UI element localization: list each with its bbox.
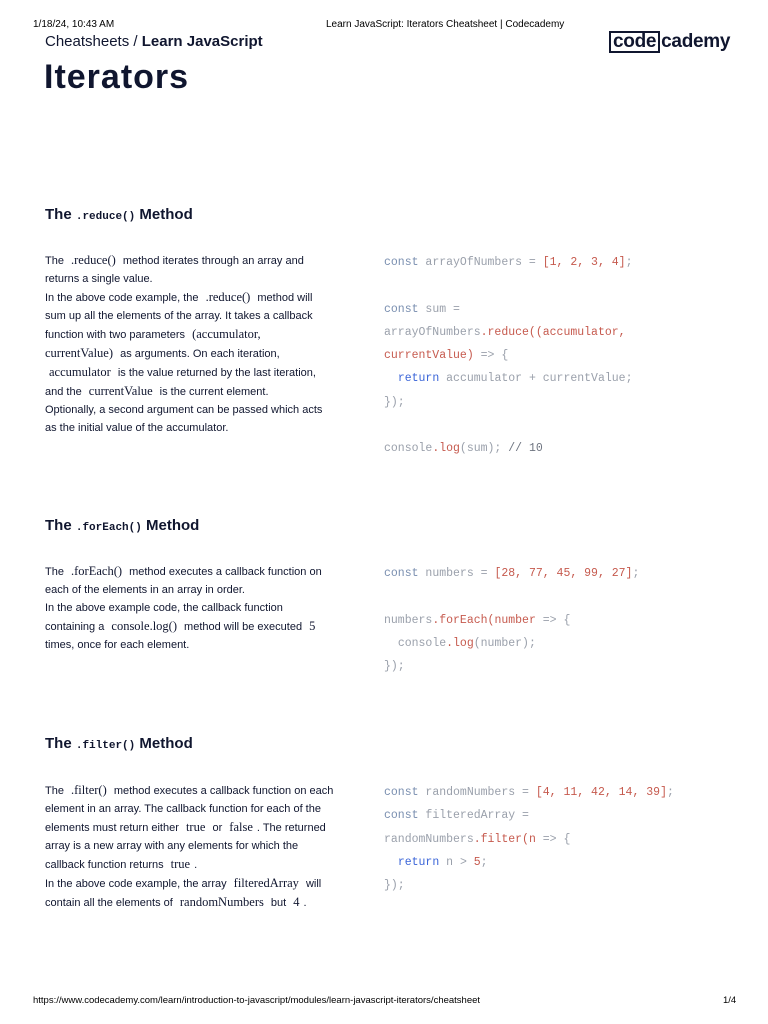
code-token: .log [432,442,460,456]
code-token: numbers = [418,567,495,580]
description-text: as arguments. On each iteration, [117,348,280,360]
description-text: but [267,897,290,909]
code-token: }); [384,660,405,674]
inline-code: currentValue [88,384,153,398]
code-token: .forEach( [432,613,495,627]
description-text: . [194,859,198,871]
inline-code: console.log() [111,619,177,633]
footer-page-number: 1/4 [723,995,737,1006]
heading-code: .forEach() [75,522,142,534]
code-example-reduce [384,251,632,461]
description-text: will contain all the elements of [45,878,322,909]
code-token: ; [632,567,640,580]
description-text: is the current element. [156,386,269,398]
description-text: In the above code example, the [45,292,202,304]
inline-code: .filter() [71,783,107,797]
description-text: The [45,255,68,267]
code-token: [1, 2, 3, 4] [542,256,626,269]
inline-code: .forEach() [71,564,123,578]
codecademy-logo[interactable] [609,31,730,53]
code-token: numbers [384,613,433,627]
code-example-filter [384,781,674,897]
code-token: => { [535,613,571,627]
section-description-foreach [45,562,335,654]
inline-code: accumulator [49,365,111,379]
inline-code: .reduce() [205,290,251,304]
code-token: [28, 77, 45, 99, 27] [494,567,633,580]
code-token: // 10 [508,442,543,456]
print-page-title: Learn JavaScript: Iterators Cheatsheet | Codecademy [326,19,565,30]
breadcrumb-learn-javascript-link[interactable]: Learn JavaScript [141,33,263,50]
page-title: Iterators [44,58,190,96]
section-heading-foreach [45,517,199,534]
code-token: filteredArray = [418,809,529,823]
code-token: .reduce( [480,325,536,339]
description-text: In the above code example, the array [45,878,230,890]
heading-code: .filter() [75,740,136,752]
logo-cademy-part: cademy [661,31,731,52]
code-token: => { [473,349,509,363]
code-token: console [397,636,447,650]
heading-suffix: Method [141,517,200,534]
heading-suffix: Method [135,206,193,223]
description-text: is the value returned by the last iteration, and the [45,367,316,398]
description-text: or [209,822,226,834]
inline-code: filteredArray [233,876,299,890]
code-token: 5 [473,855,481,869]
description-text: method iterates through an array and returns a single value. [45,255,304,285]
code-token: }); [384,395,405,409]
code-token: ; [666,786,674,799]
section-description-reduce [45,251,335,437]
code-token: arrayOfNumbers = [418,256,543,269]
breadcrumb-separator: / [129,33,142,50]
heading-prefix: The [45,206,76,223]
code-token: const [384,786,419,799]
code-token: [4, 11, 42, 14, 39] [535,786,667,799]
code-token: (number); [473,636,536,650]
breadcrumb [45,33,263,50]
code-token: n > [439,855,474,869]
section-heading-filter [45,735,193,752]
description-text: In the above example code, the callback function containing a [45,602,283,633]
code-example-foreach [384,562,639,678]
code-token: accumulator + currentValue; [439,372,633,386]
code-token: console [384,442,433,456]
description-text: method executes a callback function on each of the elements in an array in order. [45,566,322,596]
inline-code: (accumulator, currentValue) [45,327,261,360]
inline-code: .reduce() [71,253,116,267]
description-text: method will sum up all the elements of the array. It takes a callback function with two parameters [45,292,313,341]
inline-code: true [170,857,191,871]
section-description-filter [45,781,335,912]
heading-prefix: The [45,517,76,534]
heading-prefix: The [45,735,76,752]
code-token: ; [625,256,633,269]
logo-code-part: code [609,31,660,53]
heading-suffix: Method [135,735,193,752]
inline-code: 4 [293,895,300,909]
code-token: return [397,372,440,386]
code-token: randomNumbers = [418,786,536,799]
inline-code: randomNumbers [179,895,264,909]
code-token: arrayOfNumbers [384,325,481,339]
footer-url: https://www.codecademy.com/learn/introduction-to-javascript/modules/learn-javascript-iterators/cheatsheet [33,995,481,1006]
description-text: . [303,897,307,909]
code-token: const [384,256,419,269]
code-token: ; [480,855,488,869]
code-token: randomNumbers [384,832,474,846]
code-token: }); [384,879,405,893]
description-text: method executes a callback function on each element in an array. The callback function for each of the elements must return either [45,785,334,834]
code-token: number [494,613,536,627]
code-token: const [384,302,419,316]
inline-code: true [185,820,206,834]
code-token: .filter( [473,832,529,846]
code-token: .log [446,636,474,650]
description-text: The [45,785,68,797]
code-token: const [384,567,419,580]
description-text: times, once for each element. [45,639,190,651]
code-token: n [528,832,536,846]
code-token: return [397,855,440,869]
breadcrumb-cheatsheets-link[interactable]: Cheatsheets [45,33,130,50]
section-heading-reduce [45,206,193,223]
code-token: (accumulator, [535,325,626,339]
code-token: => { [535,832,571,846]
heading-code: .reduce() [75,211,136,223]
description-text: . The returned array is a new array with any elements for which the callback function returns [45,822,326,871]
inline-code: 5 [309,619,316,633]
code-token: sum = [418,302,460,316]
description-text: The [45,566,68,578]
print-date: 1/18/24, 10:43 AM [33,19,115,30]
code-token: const [384,809,419,823]
code-token: (sum); [459,442,509,456]
description-text: method will be executed [181,621,306,633]
code-token: currentValue) [384,349,474,363]
inline-code: false [229,820,253,834]
description-text: Optionally, a second argument can be passed which acts as the initial value of the accumulator. [45,404,323,434]
